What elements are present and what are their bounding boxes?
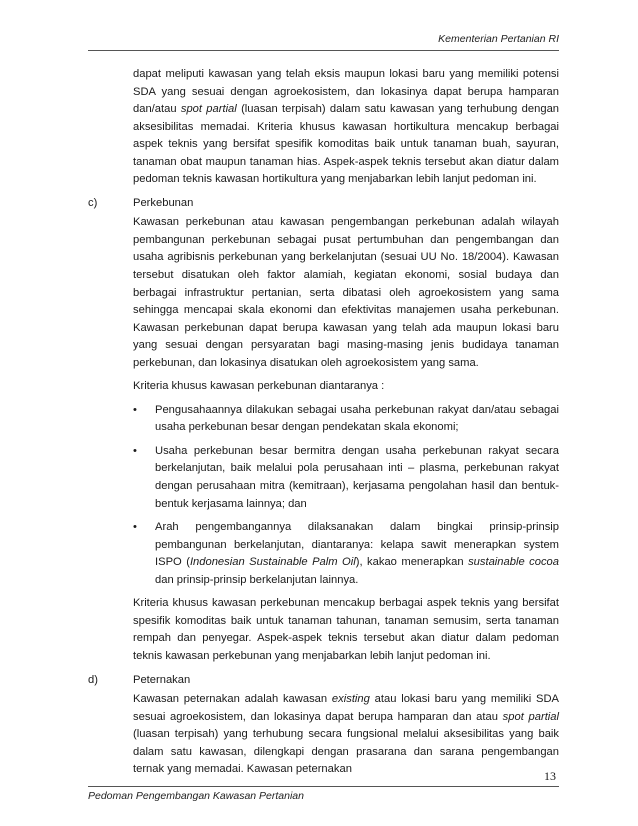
bullet3-text-a: Arah pengembangannya dilaksanakan dalam bingkai prinsip-prinsip pembangunan berkelanjutan, diantaranya: kelapa sawit menerapkan system ISPO ( (155, 521, 559, 569)
running-header: Kementerian Pertanian RI (438, 33, 559, 45)
bullet-icon: • (133, 403, 137, 416)
section-d-letter: d) (88, 673, 98, 686)
section-d-italic-spot: spot partial (502, 710, 559, 723)
section-c-paragraph-1: Kawasan perkebunan atau kawasan pengembangan perkebunan adalah wilayah pembangunan perkebunan sebagai pusat pertumbuhan dan pengembangan dan usaha agribisnis perkebunan yang berkelanjutan (sesuai UU No. 18/2004). Kawasan tersebut disatukan oleh faktor alamiah, kegiatan ekonomi, sosial budaya dan berbagai infrastruktur pertanian, serta dibatasi oleh agroekosistem yang sama sehingga mencapai skala ekonomi dan efektivitas manajemen usaha perkebunan. Kawasan perkebunan dapat berupa kawasan yang telah ada maupun lokasi baru yang sesuai dengan persyaratan bagi masing-masing jenis budidaya tanaman perkebunan, dan lokasinya disatukan oleh agroekosistem yang sama. (133, 216, 559, 369)
section-d-paragraph (133, 691, 559, 779)
section-d-title: Peternakan (133, 673, 191, 686)
page-body (88, 66, 559, 779)
bullet3-text-c: dan prinsip-prinsip berkelanjutan lainnya. (155, 573, 359, 586)
intro-paragraph (133, 66, 559, 189)
section-d-heading (88, 672, 559, 690)
bullet-icon: • (133, 521, 137, 534)
section-c-title: Perkebunan (133, 196, 194, 209)
section-d-text-b: atau lokasi baru yang memiliki SDA sesuai agroekosistem, dan lokasinya dapat berupa hamparan dan atau (133, 693, 560, 723)
intro-italic-term: spot partial (180, 103, 237, 116)
section-d-text-a: Kawasan peternakan adalah kawasan (133, 693, 328, 706)
section-c-paragraph-2: Kriteria khusus kawasan perkebunan mencakup berbagai aspek teknis yang bersifat spesifik komoditas baik untuk tanaman tahunan, tanaman semusim, serta tanaman rempah dan penyegar. Aspek-aspek teknis tersebut akan diatur dalam pedoman teknis kawasan perkebunan yang menjabarkan lebih lanjut pedoman ini. (133, 597, 559, 662)
intro-text: dapat meliputi kawasan yang telah eksis maupun lokasi baru yang memiliki potensi SDA yang sesuai dengan agroekosistem, dan lokasinya dapat berupa hamparan dan/atau (133, 68, 559, 116)
list-item-text: Usaha perkebunan besar bermitra dengan usaha perkebunan rakyat secara berkelanjutan, baik melalui pola perusahaan inti – plasma, perkebunan rakyat dengan perusahaan mitra (kemitraan), kerjasama pengolahan hasil dan bentuk-bentuk kerjasama lainnya; dan (155, 444, 559, 510)
section-d-italic-existing: existing (331, 693, 370, 706)
section-d-text-c: (luasan terpisah) yang terhubung secara fungsional melalui aksesibilitas yang baik dalam satu kawasan, dilengkapi dengan prasarana dan sarana pengembangan ternak yang memadai. Kawasan peternakan (133, 728, 559, 776)
footer-divider (88, 786, 559, 787)
list-item-text (155, 519, 559, 589)
list-item (133, 519, 559, 589)
bullet3-italic-cocoa: sustainable cocoa (468, 556, 559, 569)
section-c-criteria-intro: Kriteria khusus kawasan perkebunan diantaranya : (133, 380, 385, 393)
list-item (133, 443, 559, 513)
bullet3-text-b: ), kakao menerapkan (355, 556, 464, 569)
section-c-letter: c) (88, 196, 98, 209)
running-footer: Pedoman Pengembangan Kawasan Pertanian (88, 790, 304, 802)
bullet3-italic-ispo: Indonesian Sustainable Palm Oil (189, 556, 356, 569)
bullet-icon: • (133, 444, 137, 457)
page-number: 13 (544, 769, 556, 783)
header-divider (88, 50, 559, 51)
list-item (133, 402, 559, 437)
intro-text-rest: (luasan terpisah) dalam satu kawasan yang terhubung dengan aksesibilitas memadai. Kriteria khusus kawasan hortikultura mencakup berbagai aspek teknis yang bersifat spesifik komoditas baik untuk tanaman buah, sayuran, tanaman obat maupun tanaman hias. Aspek-aspek teknis tersebut akan diatur dalam pedoman teknis kawasan hortikultura yang menjabarkan lebih lanjut pedoman ini. (133, 103, 560, 186)
list-item-text: Pengusahaannya dilakukan sebagai usaha perkebunan rakyat dan/atau sebagai usaha perkebunan besar dengan pendekatan skala ekonomi; (155, 403, 559, 434)
section-c-heading (88, 195, 559, 213)
